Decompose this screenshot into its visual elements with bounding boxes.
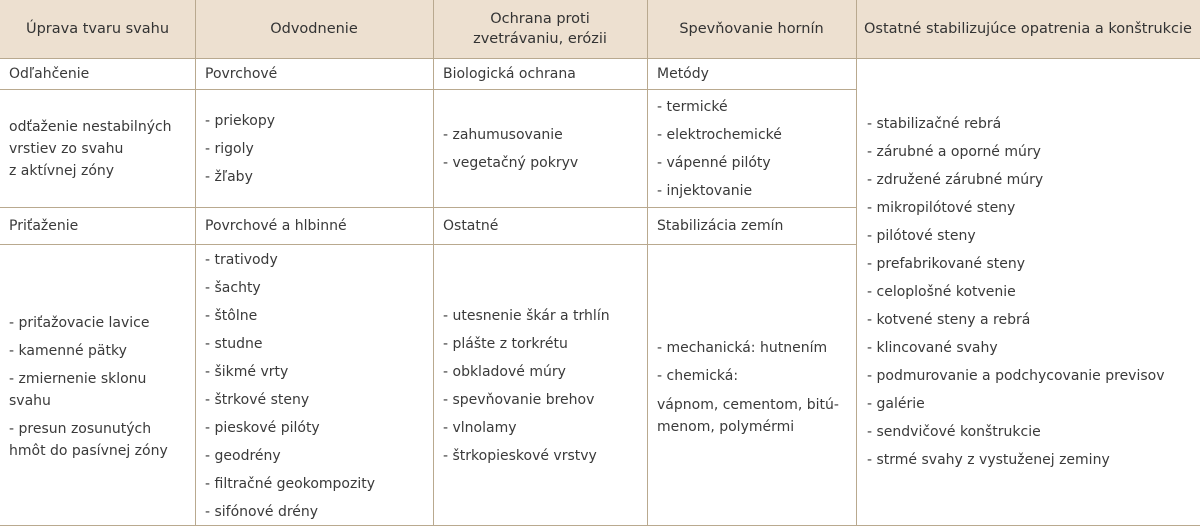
header-cell-slope-shape: Úprava tvaru svahu [25, 21, 170, 37]
cell-surface-deep-label: Povrchové a hlbinné [205, 218, 347, 234]
header-cell-rock-strengthening: Spevňovanie hornín [679, 21, 824, 37]
cell-other-content: - utesnenie škár a trhlín - plášte z torkrétu - obkladové múry - spevňovanie brehov - vlnolamy - štrkopieskové vrstvy [443, 307, 610, 464]
cell-relief-label: Odľahčenie [9, 65, 90, 82]
cell-other-label: Ostatné [443, 218, 499, 234]
header-cell-erosion-protection: Ochrana proti zvetrávaniu, erózii [473, 11, 607, 47]
cell-loading-content: - priťažovacie lavice - kamenné pätky - zmiernenie sklonu svahu - presun zosunutých hmôt do pasívnej zóny [9, 315, 168, 459]
header-cell-other-structures: Ostatné stabilizujúce opatrenia a konštrukcie [864, 21, 1192, 37]
cell-bio-content: - zahumusovanie - vegetačný pokryv [443, 126, 579, 171]
cell-bio-label: Biologická ochrana [443, 65, 576, 82]
cell-surface-deep-content: - trativody - šachty - štôlne - studne - šikmé vrty - štrkové steny - pieskové pilóty - geodrény - filtračné geokompozity - sifónové drény [205, 251, 376, 520]
cell-methods-label: Metódy [657, 65, 709, 82]
cell-soil-stab-label: Stabilizácia zemín [657, 218, 784, 234]
cell-loading-label: Priťaženie [9, 218, 79, 234]
cell-other-structures: - stabilizačné rebrá - zárubné a oporné múry - združené zárubné múry - mikropilótové steny - pilótové steny - prefabrikované steny - celoplošné kotvenie - kotvené steny a rebrá - klincované svahy - podmurovanie a podchycovanie previsov - galérie - sendvičové konštrukcie - strmé svahy z vystuženej zeminy [867, 116, 1165, 468]
cell-surface-label: Povrchové [205, 65, 278, 82]
cell-soil-stab-content: - mechanická: hutnením - chemická: vápnom, cementom, bitú- menom, polymérmi [657, 339, 839, 435]
cell-surface-content: - priekopy - rigoly - žľaby [205, 112, 275, 185]
header-cell-drainage: Odvodnenie [270, 21, 358, 37]
cell-relief-content: odťaženie nestabilných vrstiev zo svahu z aktívnej zóny [9, 118, 172, 179]
table-header [0, 0, 1200, 59]
cell-methods-content: - termické - elektrochemické - vápenné pilóty - injektovanie [657, 98, 782, 199]
